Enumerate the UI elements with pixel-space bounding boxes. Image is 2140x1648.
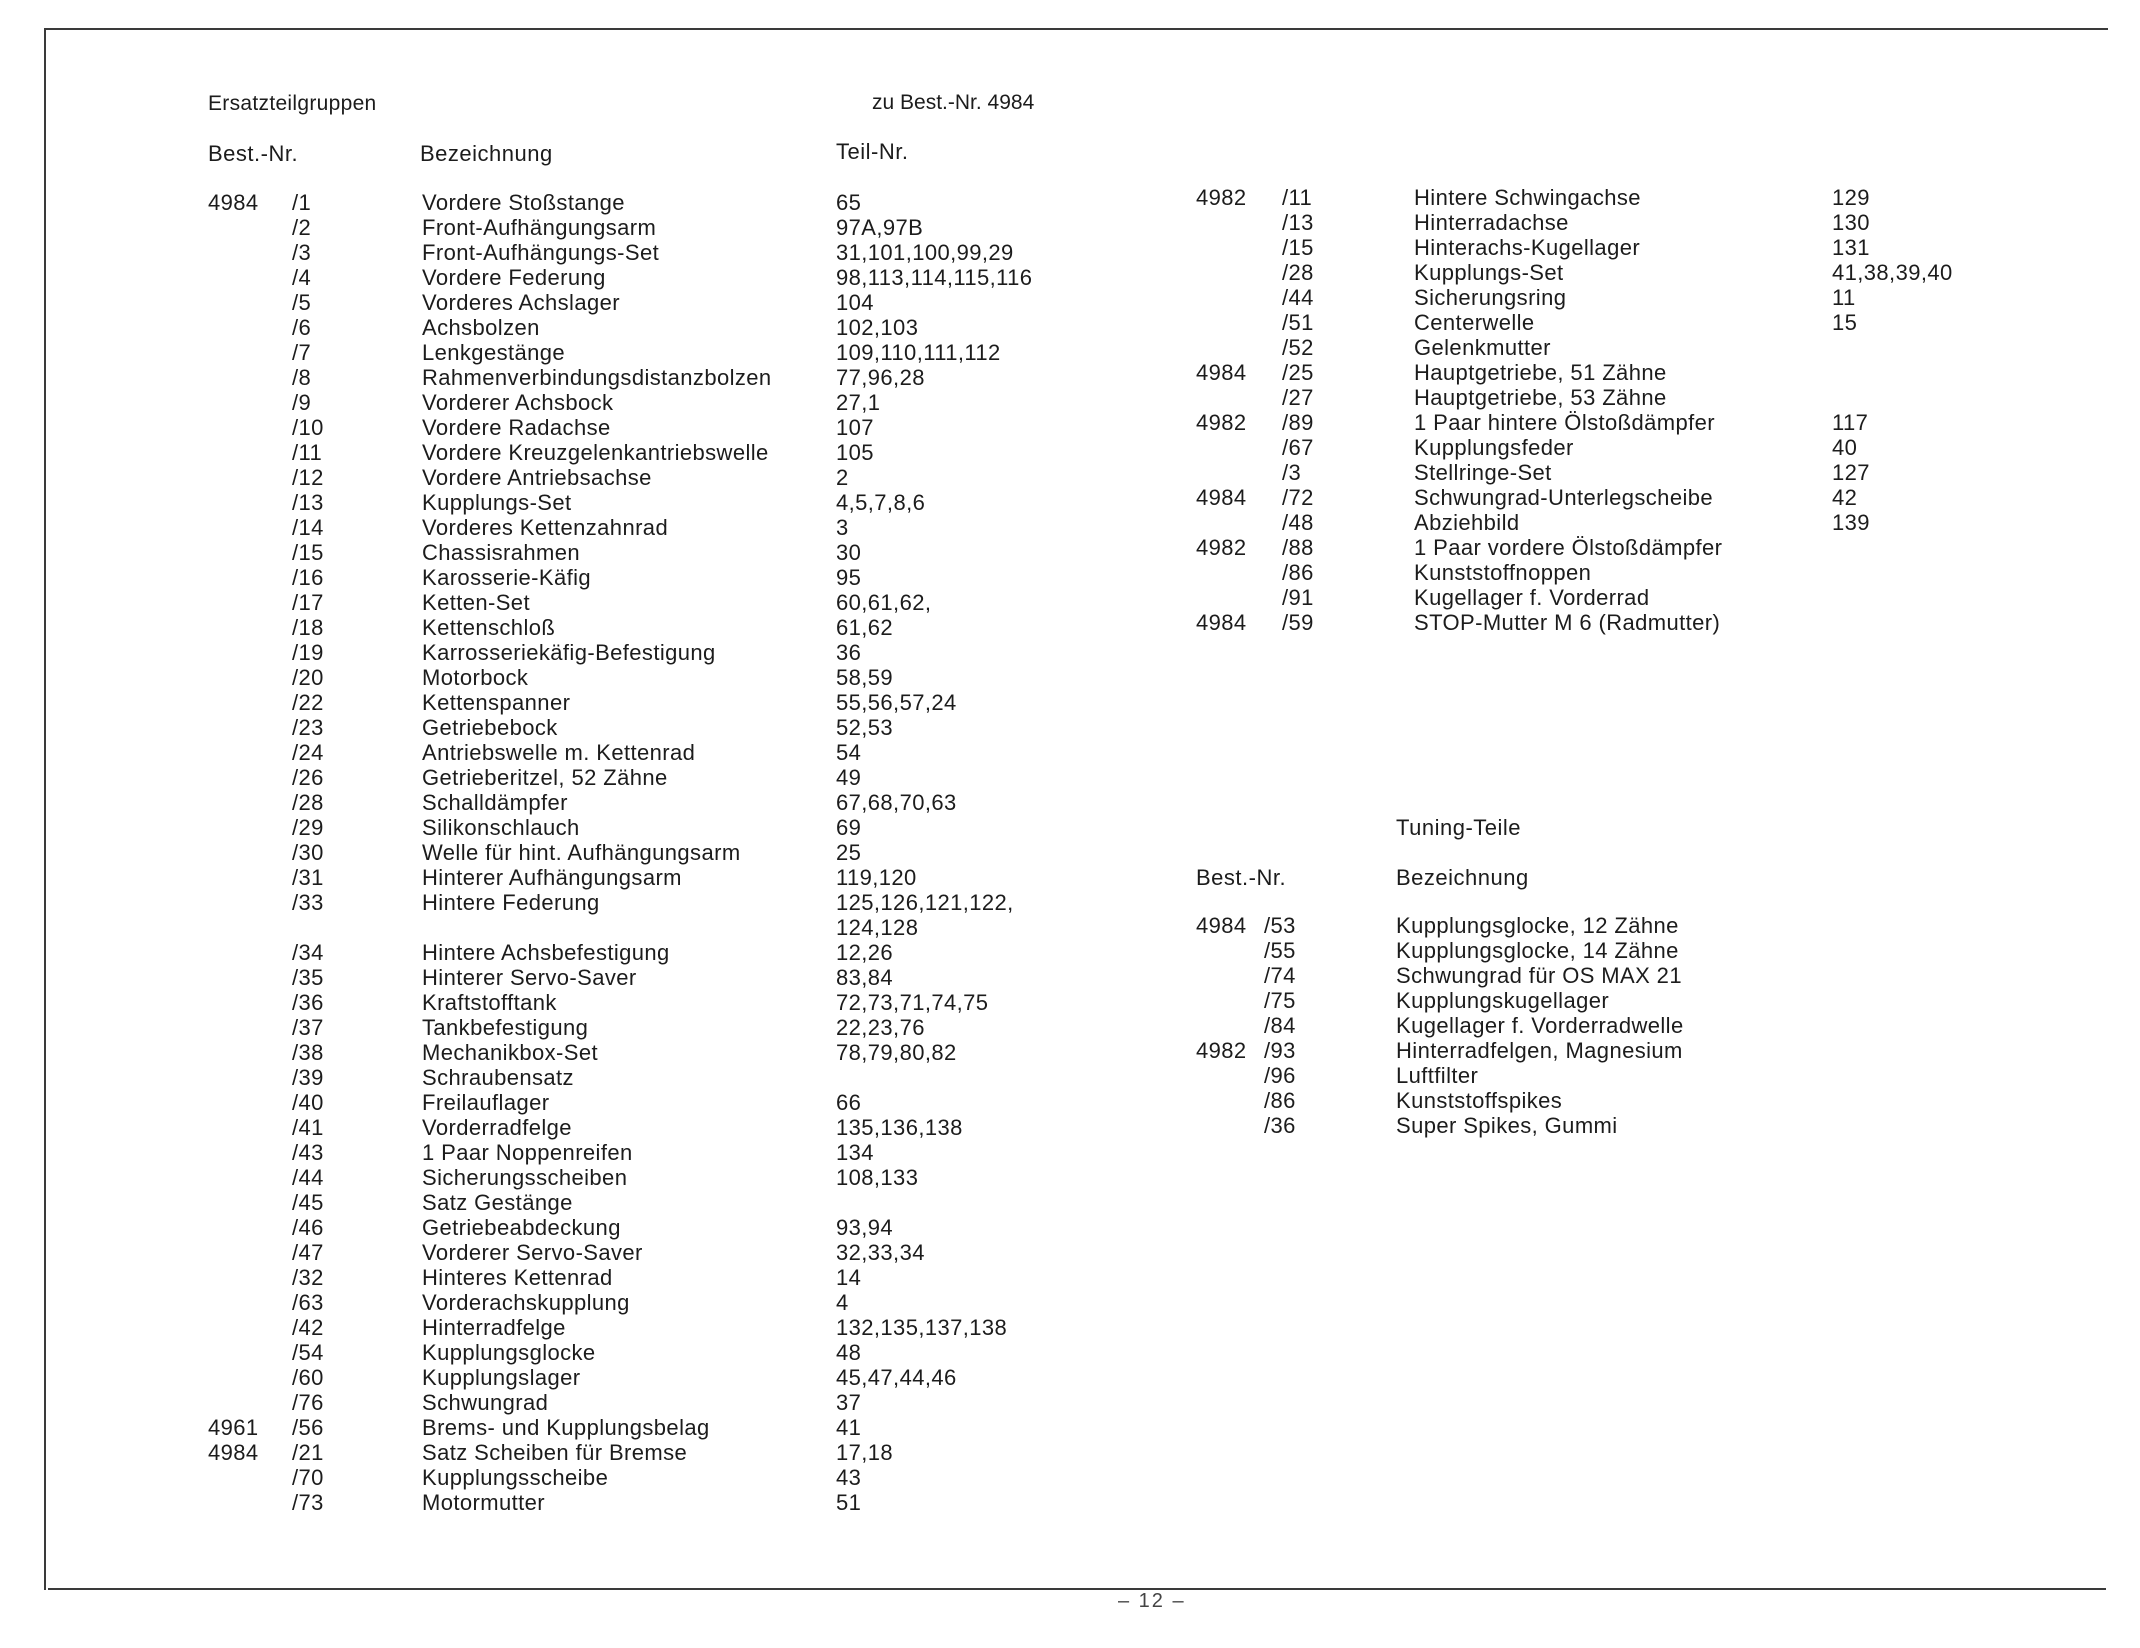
- part-code: /18: [292, 615, 324, 640]
- part-name: STOP-Mutter M 6 (Radmutter): [1414, 610, 1721, 635]
- part-name: Vorderradfelge: [422, 1115, 572, 1140]
- part-code: /89: [1282, 410, 1314, 435]
- part-name: Hintere Achsbefestigung: [422, 940, 670, 965]
- part-numbers: 77,96,28: [836, 365, 925, 390]
- part-code: /35: [292, 965, 324, 990]
- part-code: /4: [292, 265, 312, 290]
- part-numbers: 104: [836, 290, 874, 315]
- part-name: Hinterradfelgen, Magnesium: [1396, 1038, 1683, 1063]
- list-item: [0, 1265, 2140, 1290]
- part-numbers: 51: [836, 1490, 862, 1515]
- part-numbers: 31,101,100,99,29: [836, 240, 1014, 265]
- list-item: [0, 840, 2140, 865]
- list-item: [0, 585, 2140, 610]
- part-code: /22: [292, 690, 324, 715]
- part-name: Kunststoffnoppen: [1414, 560, 1592, 585]
- part-name: Hinterradachse: [1414, 210, 1569, 235]
- part-name: Gelenkmutter: [1414, 335, 1551, 360]
- part-name: Kettenspanner: [422, 690, 571, 715]
- group-number: 4982: [1196, 535, 1247, 560]
- order-number-heading: zu Best.-Nr. 4984: [872, 91, 1035, 114]
- part-code: /5: [292, 290, 312, 315]
- part-name: Abziehbild: [1414, 510, 1520, 535]
- part-numbers: 12,26: [836, 940, 894, 965]
- part-name: Kunststoffspikes: [1396, 1088, 1563, 1113]
- part-numbers: 83,84: [836, 965, 894, 990]
- part-name: Mechanikbox-Set: [422, 1040, 598, 1065]
- part-code: /37: [292, 1015, 324, 1040]
- part-name: Kraftstofftank: [422, 990, 557, 1015]
- part-code: /6: [292, 315, 312, 340]
- part-name: Stellringe-Set: [1414, 460, 1552, 485]
- part-name: Silikonschlauch: [422, 815, 580, 840]
- list-item: [0, 1190, 2140, 1215]
- list-item: [0, 1465, 2140, 1490]
- part-code: /70: [292, 1465, 324, 1490]
- part-code: /91: [1282, 585, 1314, 610]
- list-item: [0, 790, 2140, 815]
- part-code: /34: [292, 940, 324, 965]
- list-item: [0, 938, 2140, 963]
- part-code: /96: [1264, 1063, 1296, 1088]
- part-numbers: 15: [1832, 310, 1858, 335]
- part-code: /47: [292, 1240, 324, 1265]
- part-numbers: 3: [836, 515, 849, 540]
- part-numbers: 55,56,57,24: [836, 690, 957, 715]
- part-code: /46: [292, 1215, 324, 1240]
- part-code: /9: [292, 390, 312, 415]
- list-item: [0, 1290, 2140, 1315]
- part-code: /11: [292, 440, 323, 465]
- tuning-header-best-nr: Best.-Nr.: [1196, 865, 1287, 890]
- part-name: Karrosseriekäfig-Befestigung: [422, 640, 716, 665]
- part-name: Hintere Federung: [422, 890, 600, 915]
- part-code: /28: [292, 790, 324, 815]
- part-numbers: 125,126,121,122,: [836, 890, 1014, 915]
- part-name: Tankbefestigung: [422, 1015, 589, 1040]
- group-number: 4984: [1196, 360, 1247, 385]
- part-name: Motormutter: [422, 1490, 545, 1515]
- part-name: Sicherungsring: [1414, 285, 1567, 310]
- part-name: Freilauflager: [422, 1090, 550, 1115]
- part-numbers: 32,33,34: [836, 1240, 925, 1265]
- part-numbers: 60,61,62,: [836, 590, 932, 615]
- part-code: /8: [292, 365, 312, 390]
- part-code: /1: [292, 190, 312, 215]
- part-code: /3: [292, 240, 312, 265]
- list-item: [0, 715, 2140, 740]
- part-numbers: 66: [836, 1090, 862, 1115]
- part-numbers: 61,62: [836, 615, 894, 640]
- part-numbers: 117: [1832, 410, 1869, 435]
- part-name: Lenkgestänge: [422, 340, 566, 365]
- part-code: /29: [292, 815, 324, 840]
- part-name: Hinterachs-Kugellager: [1414, 235, 1641, 260]
- part-name: Chassisrahmen: [422, 540, 581, 565]
- part-name: Welle für hint. Aufhängungsarm: [422, 840, 741, 865]
- part-name: 1 Paar Noppenreifen: [422, 1140, 633, 1165]
- part-code: /86: [1264, 1088, 1296, 1113]
- column-header-best-nr: Best.-Nr.: [208, 141, 299, 166]
- frame-top-rule: [44, 28, 2108, 30]
- list-item: [0, 485, 2140, 510]
- part-code: /76: [292, 1390, 324, 1415]
- part-numbers: 131: [1832, 235, 1870, 260]
- part-name: Kupplungsfeder: [1414, 435, 1574, 460]
- part-numbers: 30: [836, 540, 862, 565]
- list-item: [0, 560, 2140, 585]
- part-name: Vorderer Servo-Saver: [422, 1240, 643, 1265]
- list-item: [0, 1415, 2140, 1440]
- part-numbers: 45,47,44,46: [836, 1365, 957, 1390]
- part-name: Hinterer Servo-Saver: [422, 965, 637, 990]
- list-item: [0, 1013, 2140, 1038]
- part-name: Kupplungskugellager: [1396, 988, 1610, 1013]
- column-header-teil-nr: Teil-Nr.: [836, 139, 909, 164]
- list-item: [0, 335, 2140, 360]
- part-numbers: 17,18: [836, 1440, 894, 1465]
- list-item: [0, 1088, 2140, 1113]
- list-item: [0, 1215, 2140, 1240]
- list-item: [0, 1315, 2140, 1340]
- list-item: [0, 510, 2140, 535]
- list-item: [0, 1365, 2140, 1390]
- part-code: /84: [1264, 1013, 1296, 1038]
- group-number: 4961: [208, 1415, 259, 1440]
- part-code: /36: [292, 990, 324, 1015]
- part-code: /60: [292, 1365, 324, 1390]
- part-numbers: 49: [836, 765, 862, 790]
- part-numbers: 95: [836, 565, 862, 590]
- part-code: /54: [292, 1340, 324, 1365]
- part-numbers: 132,135,137,138: [836, 1315, 1008, 1340]
- list-item: [0, 1038, 2140, 1063]
- list-item: [0, 665, 2140, 690]
- part-numbers: 139: [1832, 510, 1870, 535]
- part-name: 1 Paar vordere Ölstoßdämpfer: [1414, 535, 1723, 560]
- part-code: /11: [1282, 185, 1313, 210]
- part-code: /25: [1282, 360, 1314, 385]
- part-numbers: 107: [836, 415, 874, 440]
- list-item: [0, 435, 2140, 460]
- part-numbers: 105: [836, 440, 874, 465]
- part-numbers: 37: [836, 1390, 862, 1415]
- part-numbers: 2: [836, 465, 849, 490]
- part-code: /38: [292, 1040, 324, 1065]
- part-code: /52: [1282, 335, 1314, 360]
- part-code: /44: [292, 1165, 324, 1190]
- part-name: Front-Aufhängungs-Set: [422, 240, 660, 265]
- part-name: 1 Paar hintere Ölstoßdämpfer: [1414, 410, 1716, 435]
- list-item: [0, 1440, 2140, 1465]
- part-numbers: 41: [836, 1415, 862, 1440]
- part-name: Getriebebock: [422, 715, 558, 740]
- frame-bottom-rule: [48, 1588, 2106, 1590]
- part-code: /2: [292, 215, 312, 240]
- list-item: [0, 815, 2140, 840]
- part-code: /15: [1282, 235, 1314, 260]
- group-number: 4982: [1196, 1038, 1247, 1063]
- part-name: Ketten-Set: [422, 590, 530, 615]
- list-item: [0, 865, 2140, 890]
- part-numbers: 14: [836, 1265, 862, 1290]
- part-numbers: 135,136,138: [836, 1115, 963, 1140]
- part-name: Kupplungsglocke, 14 Zähne: [1396, 938, 1679, 963]
- part-name: Satz Scheiben für Bremse: [422, 1440, 688, 1465]
- part-numbers: 65: [836, 190, 862, 215]
- part-numbers: 119,120: [836, 865, 917, 890]
- part-code: /63: [292, 1290, 324, 1315]
- part-name: Vorderes Achslager: [422, 290, 620, 315]
- part-numbers: 102,103: [836, 315, 919, 340]
- part-numbers: 22,23,76: [836, 1015, 925, 1040]
- part-name: Centerwelle: [1414, 310, 1535, 335]
- part-code: /86: [1282, 560, 1314, 585]
- part-code: /7: [292, 340, 312, 365]
- list-item: [0, 1390, 2140, 1415]
- part-name: Kettenschloß: [422, 615, 556, 640]
- part-numbers: 11: [1832, 285, 1856, 310]
- part-code: /13: [292, 490, 324, 515]
- part-numbers: 48: [836, 1340, 862, 1365]
- list-item: [0, 1340, 2140, 1365]
- part-name: Front-Aufhängungsarm: [422, 215, 657, 240]
- part-name: Kupplungs-Set: [422, 490, 572, 515]
- list-item: [0, 913, 2140, 938]
- part-numbers: 54: [836, 740, 862, 765]
- part-name: Vordere Federung: [422, 265, 606, 290]
- part-name: Kupplungsglocke, 12 Zähne: [1396, 913, 1679, 938]
- part-name: Getriebeabdeckung: [422, 1215, 621, 1240]
- part-code: /21: [292, 1440, 324, 1465]
- part-code: /56: [292, 1415, 324, 1440]
- page-title: Ersatzteilgruppen: [208, 92, 377, 115]
- part-name: Motorbock: [422, 665, 529, 690]
- part-code: /20: [292, 665, 324, 690]
- page-number: – 12 –: [1118, 1590, 1186, 1612]
- part-name: Hauptgetriebe, 53 Zähne: [1414, 385, 1667, 410]
- part-name: Hinteres Kettenrad: [422, 1265, 613, 1290]
- part-code: /15: [292, 540, 324, 565]
- part-code: /40: [292, 1090, 324, 1115]
- part-numbers: 25: [836, 840, 862, 865]
- part-code: /43: [292, 1140, 324, 1165]
- part-numbers: 72,73,71,74,75: [836, 990, 989, 1015]
- part-name: Kupplungslager: [422, 1365, 581, 1390]
- group-number: 4984: [1196, 485, 1247, 510]
- part-numbers: 97A,97B: [836, 215, 924, 240]
- list-item: [0, 210, 2140, 235]
- part-code: /73: [292, 1490, 324, 1515]
- part-numbers: 58,59: [836, 665, 894, 690]
- list-item: [0, 640, 2140, 665]
- column-header-bezeichnung: Bezeichnung: [420, 141, 553, 166]
- part-code: /48: [1282, 510, 1314, 535]
- group-number: 4984: [1196, 610, 1247, 635]
- part-code: /24: [292, 740, 324, 765]
- part-name: Hintere Schwingachse: [1414, 185, 1641, 210]
- part-numbers: 27,1: [836, 390, 881, 415]
- list-item: [0, 260, 2140, 285]
- part-code: /45: [292, 1190, 324, 1215]
- list-item: [0, 1240, 2140, 1265]
- list-item: [0, 1063, 2140, 1088]
- list-item: [0, 460, 2140, 485]
- part-numbers: 93,94: [836, 1215, 894, 1240]
- part-numbers: 98,113,114,115,116: [836, 265, 1033, 290]
- part-code: /10: [292, 415, 324, 440]
- part-code: /53: [1264, 913, 1296, 938]
- part-name: Schalldämpfer: [422, 790, 568, 815]
- part-code: /17: [292, 590, 324, 615]
- part-name: Kupplungsglocke: [422, 1340, 596, 1365]
- part-name: Schwungrad für OS MAX 21: [1396, 963, 1682, 988]
- group-number: 4984: [208, 1440, 259, 1465]
- part-code: /36: [1264, 1113, 1296, 1138]
- part-code: /51: [1282, 310, 1314, 335]
- part-code: /30: [292, 840, 324, 865]
- list-item: [0, 410, 2140, 435]
- list-item: [0, 963, 2140, 988]
- part-code: /39: [292, 1065, 324, 1090]
- part-code: /88: [1282, 535, 1314, 560]
- part-numbers: 124,128: [836, 915, 919, 940]
- part-code: /72: [1282, 485, 1314, 510]
- group-number: 4984: [1196, 913, 1247, 938]
- part-name: Kupplungsscheibe: [422, 1465, 609, 1490]
- part-code: /26: [292, 765, 324, 790]
- part-numbers: 43: [836, 1465, 862, 1490]
- part-name: Satz Gestänge: [422, 1190, 573, 1215]
- part-name: Rahmenverbindungsdistanzbolzen: [422, 365, 772, 390]
- part-code: /74: [1264, 963, 1296, 988]
- part-code: /27: [1282, 385, 1314, 410]
- part-numbers: 109,110,111,112: [836, 340, 1001, 365]
- part-code: /19: [292, 640, 324, 665]
- part-code: /14: [292, 515, 324, 540]
- part-name: Schraubensatz: [422, 1065, 574, 1090]
- part-code: /67: [1282, 435, 1314, 460]
- part-code: /16: [292, 565, 324, 590]
- part-code: /42: [292, 1315, 324, 1340]
- group-number: 4984: [208, 190, 259, 215]
- list-item: [0, 360, 2140, 385]
- part-name: Vordere Kreuzgelenkantriebswelle: [422, 440, 769, 465]
- part-numbers: 36: [836, 640, 862, 665]
- part-name: Achsbolzen: [422, 315, 540, 340]
- part-name: Schwungrad-Unterlegscheibe: [1414, 485, 1714, 510]
- part-code: /13: [1282, 210, 1314, 235]
- part-code: /55: [1264, 938, 1296, 963]
- part-code: /59: [1282, 610, 1314, 635]
- part-numbers: 41,38,39,40: [1832, 260, 1953, 285]
- list-item: [0, 988, 2140, 1013]
- part-code: /75: [1264, 988, 1296, 1013]
- part-name: Vorderes Kettenzahnrad: [422, 515, 669, 540]
- group-number: 4982: [1196, 410, 1247, 435]
- part-name: Vordere Antriebsachse: [422, 465, 652, 490]
- part-numbers: 130: [1832, 210, 1870, 235]
- list-item: [0, 385, 2140, 410]
- list-item: [0, 610, 2140, 635]
- part-code: /12: [292, 465, 324, 490]
- part-name: Super Spikes, Gummi: [1396, 1113, 1618, 1138]
- list-item: [0, 185, 2140, 210]
- part-name: Hauptgetriebe, 51 Zähne: [1414, 360, 1667, 385]
- part-numbers: 67,68,70,63: [836, 790, 957, 815]
- list-item: [0, 310, 2140, 335]
- part-name: Kugellager f. Vorderradwelle: [1396, 1013, 1684, 1038]
- part-code: /31: [292, 865, 324, 890]
- list-item: [0, 235, 2140, 260]
- part-code: /41: [292, 1115, 324, 1140]
- part-numbers: 78,79,80,82: [836, 1040, 957, 1065]
- part-name: Antriebswelle m. Kettenrad: [422, 740, 696, 765]
- list-item: [0, 890, 2140, 915]
- group-number: 4982: [1196, 185, 1247, 210]
- list-item: [0, 1113, 2140, 1138]
- list-item: [0, 1165, 2140, 1190]
- part-name: Getrieberitzel, 52 Zähne: [422, 765, 668, 790]
- tuning-header-bezeichnung: Bezeichnung: [1396, 865, 1529, 890]
- part-numbers: 4,5,7,8,6: [836, 490, 926, 515]
- part-numbers: 40: [1832, 435, 1858, 460]
- part-name: Kupplungs-Set: [1414, 260, 1564, 285]
- part-numbers: 69: [836, 815, 862, 840]
- part-name: Hinterer Aufhängungsarm: [422, 865, 682, 890]
- part-code: /23: [292, 715, 324, 740]
- part-code: /3: [1282, 460, 1302, 485]
- part-numbers: 134: [836, 1140, 874, 1165]
- part-numbers: 52,53: [836, 715, 894, 740]
- part-numbers: 4: [836, 1290, 849, 1315]
- part-name: Hinterradfelge: [422, 1315, 566, 1340]
- list-item: [0, 690, 2140, 715]
- part-numbers: 108,133: [836, 1165, 919, 1190]
- list-item: [0, 535, 2140, 560]
- part-name: Vorderachskupplung: [422, 1290, 630, 1315]
- part-code: /28: [1282, 260, 1314, 285]
- part-name: Vordere Stoßstange: [422, 190, 625, 215]
- part-name: Luftfilter: [1396, 1063, 1479, 1088]
- list-item: [0, 1490, 2140, 1515]
- part-numbers: 127: [1832, 460, 1870, 485]
- part-name: Karosserie-Käfig: [422, 565, 592, 590]
- tuning-title: Tuning-Teile: [1396, 815, 1522, 840]
- part-name: Vordere Radachse: [422, 415, 611, 440]
- part-code: /93: [1264, 1038, 1296, 1063]
- part-name: Kugellager f. Vorderrad: [1414, 585, 1650, 610]
- part-code: /32: [292, 1265, 324, 1290]
- list-item: [0, 285, 2140, 310]
- part-numbers: 129: [1832, 185, 1870, 210]
- list-item: [0, 765, 2140, 790]
- part-name: Vorderer Achsbock: [422, 390, 614, 415]
- list-item: [0, 740, 2140, 765]
- part-code: /33: [292, 890, 324, 915]
- part-numbers: 42: [1832, 485, 1858, 510]
- part-code: /44: [1282, 285, 1314, 310]
- list-item: [0, 1140, 2140, 1165]
- part-name: Schwungrad: [422, 1390, 549, 1415]
- part-name: Brems- und Kupplungsbelag: [422, 1415, 710, 1440]
- part-name: Sicherungsscheiben: [422, 1165, 628, 1190]
